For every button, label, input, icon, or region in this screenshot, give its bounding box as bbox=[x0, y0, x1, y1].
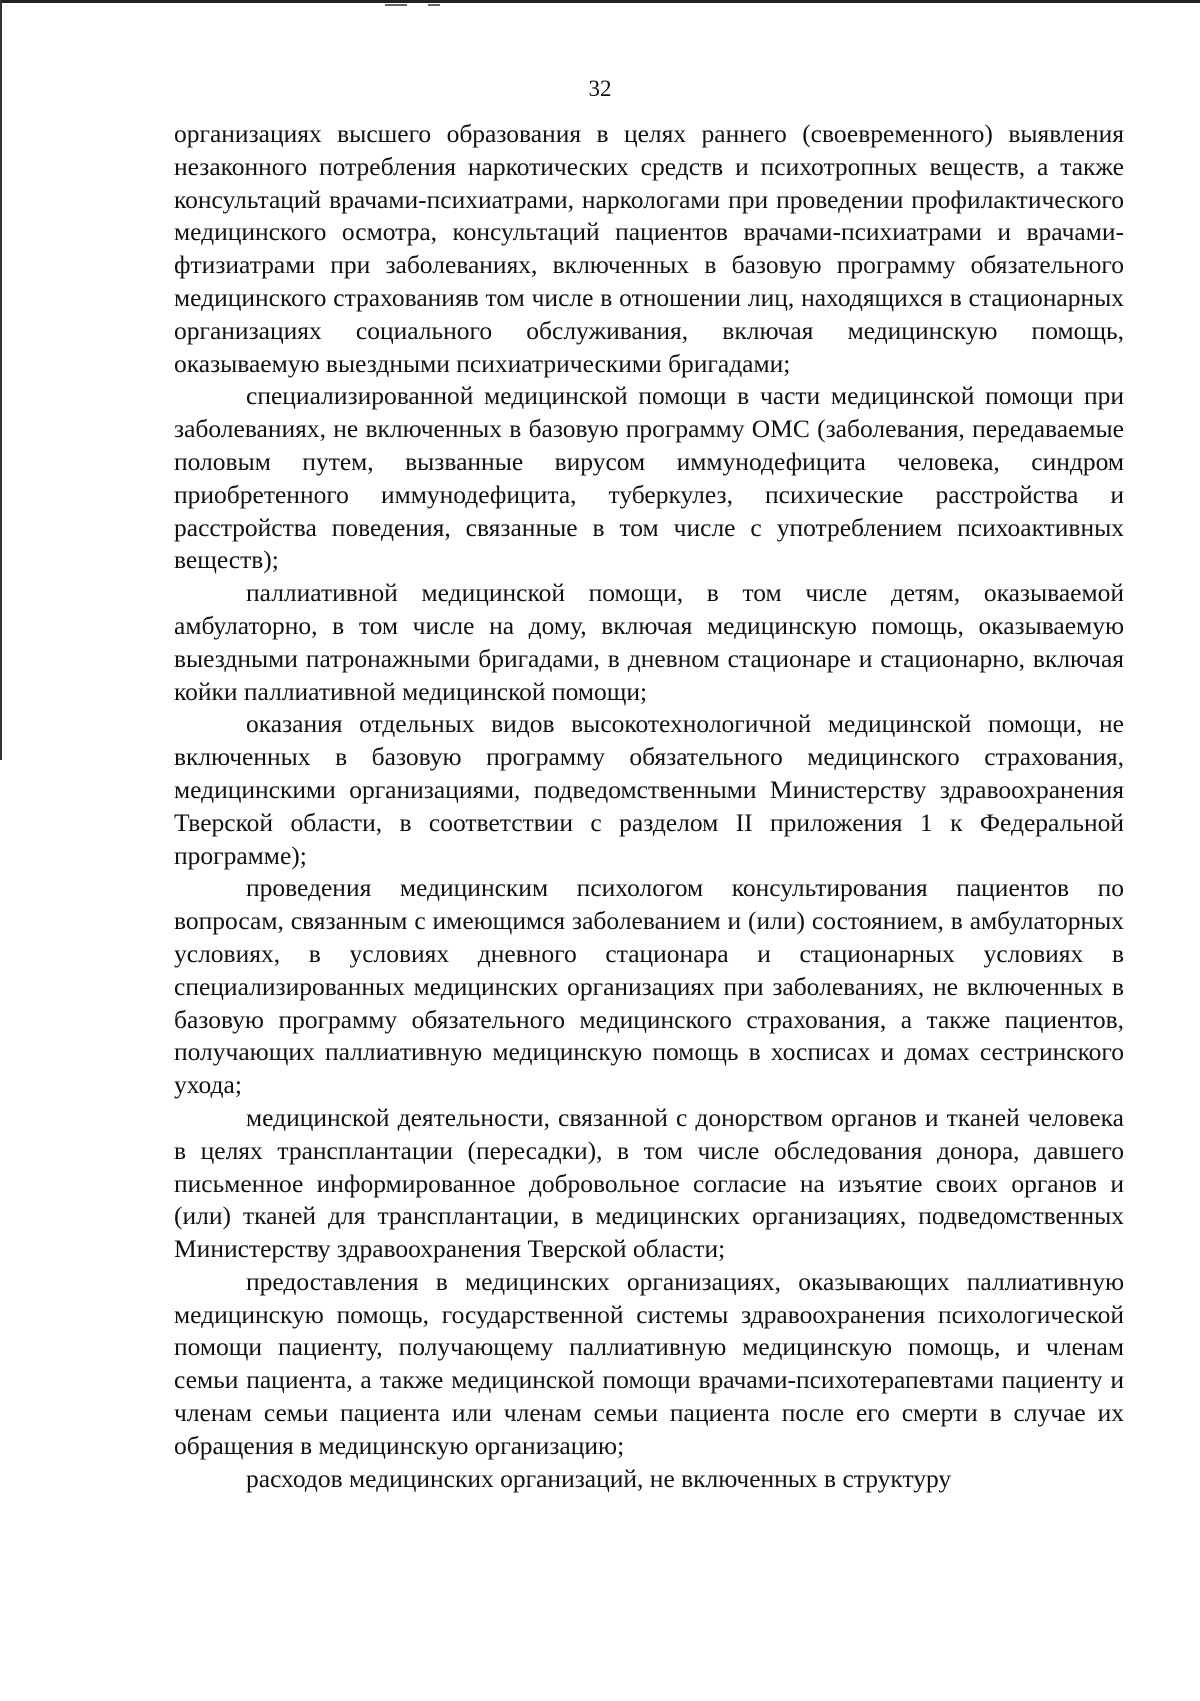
paragraph: проведения медицинским психологом консультирования пациентов по вопросам, связанным с имеющимся заболеванием и (или) состоянием, в амбулаторных условиях, в условиях дневного стационара и стационарных условиях в специализированных медицинских организациях при заболеваниях, не включенных в базовую программу обязательного медицинского страхования, а также пациентов, получающих паллиативную медицинскую помощь в хосписах и домах сестринского ухода; bbox=[174, 873, 1124, 1100]
scan-edge-left bbox=[0, 0, 2, 760]
paragraph: специализированной медицинской помощи в части медицинской помощи при заболеваниях, не включенных в базовую программу ОМС (заболевания, передаваемые половым путем, вызванные вирусом иммунодефицита человека, синдром приобретенного иммунодефицита, туберкулез, психические расстройства и расстройства поведения, связанные в том числе с употреблением психоактивных веществ); bbox=[174, 381, 1124, 575]
page-number: 32 bbox=[588, 76, 612, 101]
paragraph: предоставления в медицинских организациях, оказывающих паллиативную медицинскую помощь, государственной системы здравоохранения психологической помощи пациенту, получающему паллиативную медицинскую помощь, и членам семьи пациента, а также медицинской помощи врачами-психотерапевтами пациенту и членам семьи пациента или членам семьи пациента после его смерти в случае их обращения в медицинскую организацию; bbox=[174, 1266, 1124, 1460]
document-body bbox=[174, 118, 1124, 1495]
scan-artifact bbox=[428, 4, 440, 6]
paragraph: расходов медицинских организаций, не включенных в структуру bbox=[246, 1463, 952, 1493]
paragraph: оказания отдельных видов высокотехнологичной медицинской помощи, не включенных в базовую программу обязательного медицинского страхования, медицинскими организациями, подведомственными Министерству здравоохранения Тверской области, в соответствии с разделом II приложения 1 к Федеральной программе); bbox=[174, 709, 1124, 870]
paragraph-continuation: организациях высшего образования в целях раннего (своевременного) выявления незаконного потребления наркотических средств и психотропных веществ, а также консультаций врачами-психиатрами, наркологами при проведении профилактического медицинского осмотра, консультаций пациентов врачами-психиатрами и врачами-фтизиатрами при заболеваниях, включенных в базовую программу обязательного медицинского страхованияв том числе в отношении лиц, находящихся в стационарных организациях социального обслуживания, включая медицинскую помощь, оказываемую выездными психиатрическими бригадами; bbox=[174, 119, 1124, 378]
paragraph: паллиативной медицинской помощи, в том числе детям, оказываемой амбулаторно, в том числе на дому, включая медицинскую помощь, оказываемую выездными патронажными бригадами, в дневном стационаре и стационарно, включая койки паллиативной медицинской помощи; bbox=[174, 578, 1124, 706]
scan-edge-top bbox=[0, 0, 1200, 3]
paragraph: медицинской деятельности, связанной с донорством органов и тканей человека в целях трансплантации (пересадки), в том числе обследования донора, давшего письменное информированное добровольное согласие на изъятие своих органов и (или) тканей для трансплантации, в медицинских организациях, подведомственных Министерству здравоохранения Тверской области; bbox=[174, 1102, 1124, 1264]
scan-artifact bbox=[385, 4, 407, 6]
